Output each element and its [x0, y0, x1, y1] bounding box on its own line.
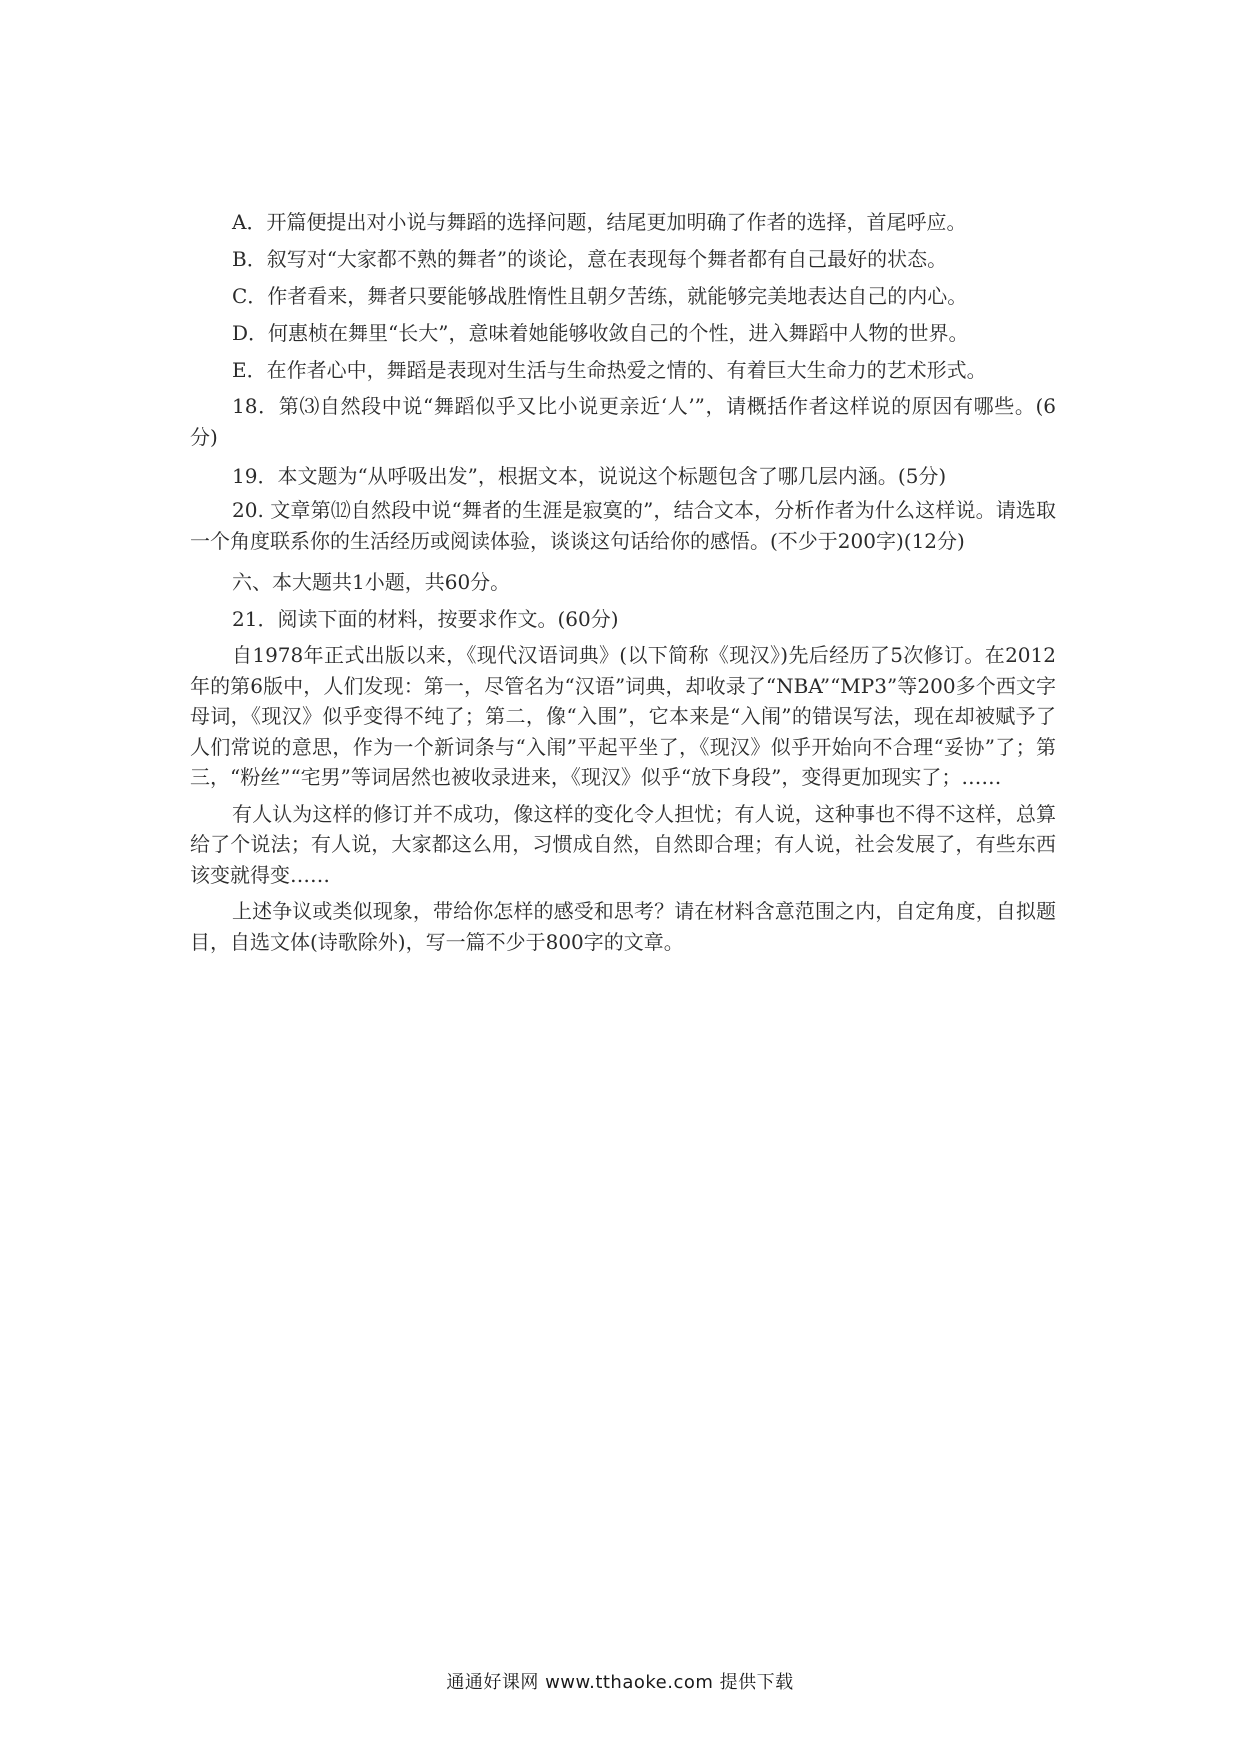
option-e: E．在作者心中，舞蹈是表现对生活与生命热爱之情的、有着巨大生命力的艺术形式。	[232, 358, 987, 382]
material-paragraph-3: 上述争议或类似现象，带给你怎样的感受和思考？请在材料含意范围之内，自定角度，自拟题目，自选文体(诗歌除外)，写一篇不少于800字的文章。	[190, 899, 1056, 954]
question-19: 19．本文题为“从呼吸出发”，根据文本，说说这个标题包含了哪几层内涵。(5分)	[232, 464, 947, 488]
section-6-heading: 六、本大题共1小题，共60分。	[232, 570, 511, 594]
material-paragraph-2: 有人认为这样的修订并不成功，像这样的变化令人担忧；有人说，这种事也不得不这样，总算给了个说法；有人说，大家都这么用，习惯成自然，自然即合理；有人说，社会发展了，有些东西该变就得变……	[190, 801, 1056, 887]
page-footer: 通通好课网 www.tthaoke.com 提供下载	[446, 1672, 794, 1693]
question-18: 18．第⑶自然段中说“舞蹈似乎又比小说更亲近‘人’”，请概括作者这样说的原因有哪些。(6分)	[190, 394, 1056, 449]
question-21: 21．阅读下面的材料，按要求作文。(60分)	[232, 607, 619, 631]
option-a: A．开篇便提出对小说与舞蹈的选择问题，结尾更加明确了作者的选择，首尾呼应。	[232, 210, 967, 234]
material-paragraph-1: 自1978年正式出版以来，《现代汉语词典》(以下简称《现汉》)先后经历了5次修订。在2012年的第6版中，人们发现：第一，尽管名为“汉语”词典，却收录了“NBA”“MP3”等200多个西文字母词，《现汉》似乎变得不纯了；第二，像“入围”，它本来是“入闱”的错误写法，现在却被赋予了人们常说的意思，作为一个新词条与“入闱”平起平坐了，《现汉》似乎开始向不合理“妥协”了；第三，“粉丝”“宅男”等词居然也被收录进来，《现汉》似乎“放下身段”，变得更加现实了；……	[190, 643, 1056, 789]
option-d: D．何惠桢在舞里“长大”，意味着她能够收敛自己的个性，进入舞蹈中人物的世界。	[232, 321, 969, 345]
option-c: C．作者看来，舞者只要能够战胜惰性且朝夕苦练，就能够完美地表达自己的内心。	[232, 284, 968, 308]
option-b: B．叙写对“大家都不熟的舞者”的谈论，意在表现每个舞者都有自己最好的状态。	[232, 247, 948, 271]
exam-content	[190, 204, 1056, 957]
question-20: 20. 文章第⑿自然段中说“舞者的生涯是寂寞的”，结合文本，分析作者为什么这样说。请选取一个角度联系你的生活经历或阅读体验，谈谈这句话给你的感悟。(不少于200字)(12分)	[190, 498, 1056, 553]
